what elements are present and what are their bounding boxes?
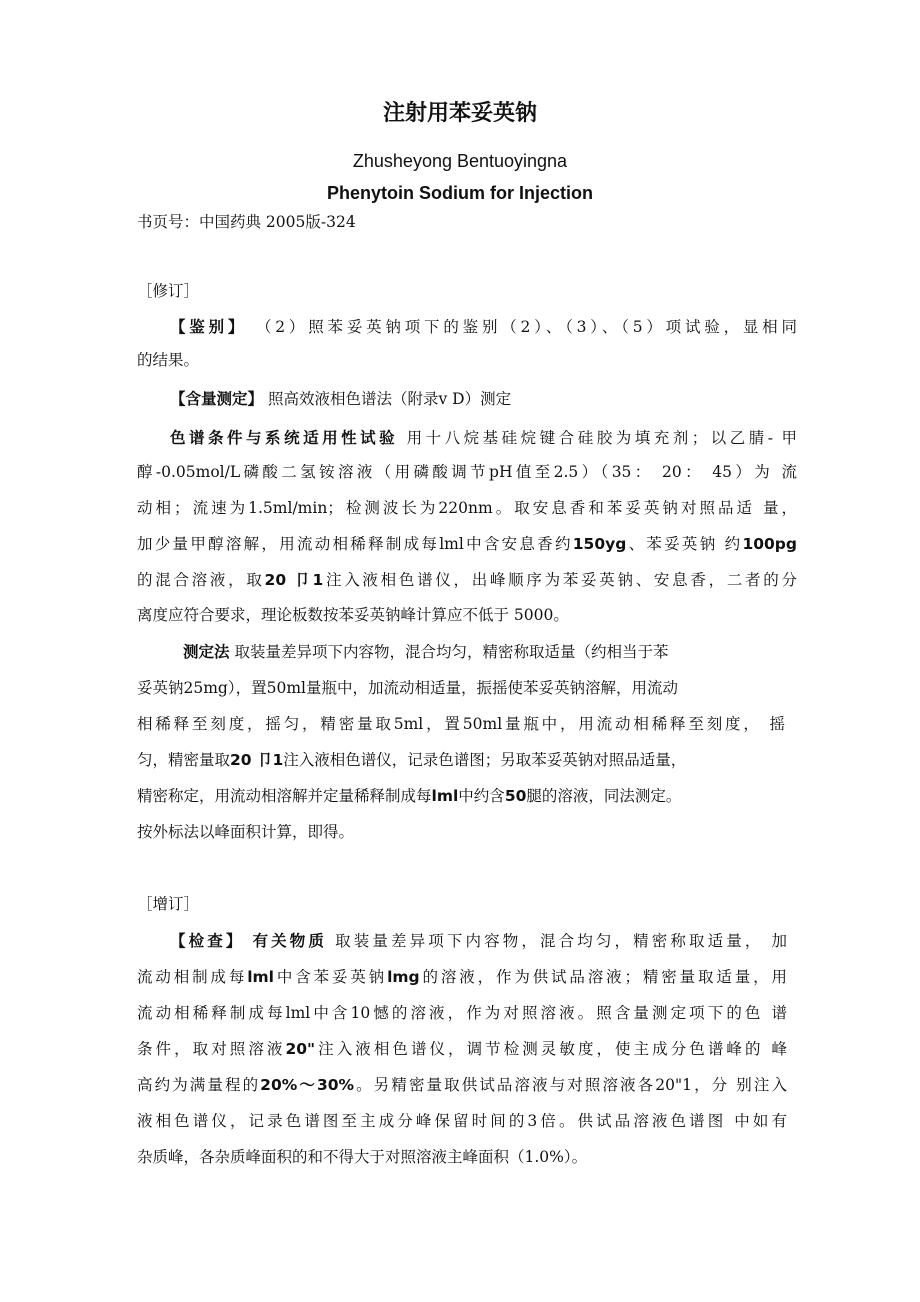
chromatography-line-5: 的混合溶液，取20 卩1注入液相色谱仪，出峰顺序为苯妥英钠、安息香，二者的分 [137, 571, 797, 589]
chromatography-line-1: 色谱条件与系统适用性试验 用十八烷基硅烷键合硅胶为填充剂；以乙腈- 甲 [170, 429, 797, 447]
check-line-4: 条件，取对照溶液20"注入液相色谱仪，调节检测灵敏度，使主成分色谱峰的 峰 [137, 1040, 787, 1058]
related-substances-label: 有关物质 [252, 932, 328, 950]
addition-tag: ［增订］ [137, 895, 200, 913]
check-line-2: 流动相制成每lml中含苯妥英钠lmg的溶液，作为供试品溶液；精密量取适量，用 [137, 968, 787, 986]
assay-label: 【含量测定】 [170, 390, 264, 408]
method-line-2: 妥英钠25mg），置50ml量瓶中，加流动相适量，振摇使苯妥英钠溶解，用流动 [137, 679, 678, 697]
identification-line-2: 的结果。 [137, 351, 200, 369]
page-reference: 书页号：中国药典 2005版-324 [137, 213, 356, 231]
check-label: 【检查】 [170, 932, 245, 950]
check-line-7: 杂质峰，各杂质峰面积的和不得大于对照溶液主峰面积（1.0%）。 [137, 1148, 588, 1166]
check-line-1: 【检查】 有关物质 取装量差异项下内容物，混合均匀，精密称取适量， 加 [170, 932, 787, 950]
revision-tag: ［修订］ [137, 282, 200, 300]
assay-line: 【含量测定】 照高效液相色谱法（附录v D）测定 [170, 390, 512, 408]
check-line-3: 流动相稀释制成每lml中含10憾的溶液，作为对照溶液。照含量测定项下的色 谱 [137, 1004, 787, 1022]
page-title: 注射用苯妥英钠 [382, 101, 537, 126]
english-title: Phenytoin Sodium for Injection [326, 183, 593, 203]
pinyin-title: Zhusheyong Bentuoyingna [352, 151, 568, 171]
identification-label: 【鉴别】 [170, 318, 248, 336]
chromatography-line-6: 离度应符合要求，理论板数按苯妥英钠峰计算应不低于 5000。 [137, 606, 569, 624]
identification-line-1: 【鉴别】 （2）照苯妥英钠项下的鉴别（2）、（3）、（5）项试验，显相同 [170, 318, 797, 336]
method-line-5: 精密称定，用流动相溶解并定量稀释制成每lml中约含50腿的溶液，同法测定。 [137, 787, 682, 805]
check-line-6: 液相色谱仪，记录色谱图至主成分峰保留时间的3倍。供试品溶液色谱图 中如有 [137, 1112, 787, 1130]
check-line-5: 高约为满量程的20%～30%。另精密量取供试品溶液与对照溶液各20"1，分 别注入 [137, 1076, 787, 1094]
chromatography-label: 色谱条件与系统适用性试验 [170, 429, 399, 447]
chromatography-line-2: 醇-0.05mol/L磷酸二氢铵溶液（用磷酸调节pH值至2.5）（35： 20： 45）为 流 [137, 463, 797, 481]
method-line-4: 匀，精密量取20 卩1注入液相色谱仪，记录色谱图；另取苯妥英钠对照品适量， [137, 751, 687, 769]
method-line-6: 按外标法以峰面积计算，即得。 [137, 823, 355, 841]
chromatography-line-4: 加少量甲醇溶解，用流动相稀释制成每lml中含安息香约150yg、苯妥英钠 约100pg [137, 535, 797, 553]
method-line-3: 相稀释至刻度，摇匀，精密量取5ml，置50ml量瓶中，用流动相稀释至刻度， 摇 [137, 715, 785, 733]
method-label: 测定法 [183, 643, 230, 661]
method-line-1: 测定法 取装量差异项下内容物，混合均匀，精密称取适量（约相当于苯 [183, 643, 669, 661]
chromatography-line-3: 动相；流速为1.5ml/min；检测波长为220nm。取安息香和苯妥英钠对照品适 量， [137, 499, 797, 517]
